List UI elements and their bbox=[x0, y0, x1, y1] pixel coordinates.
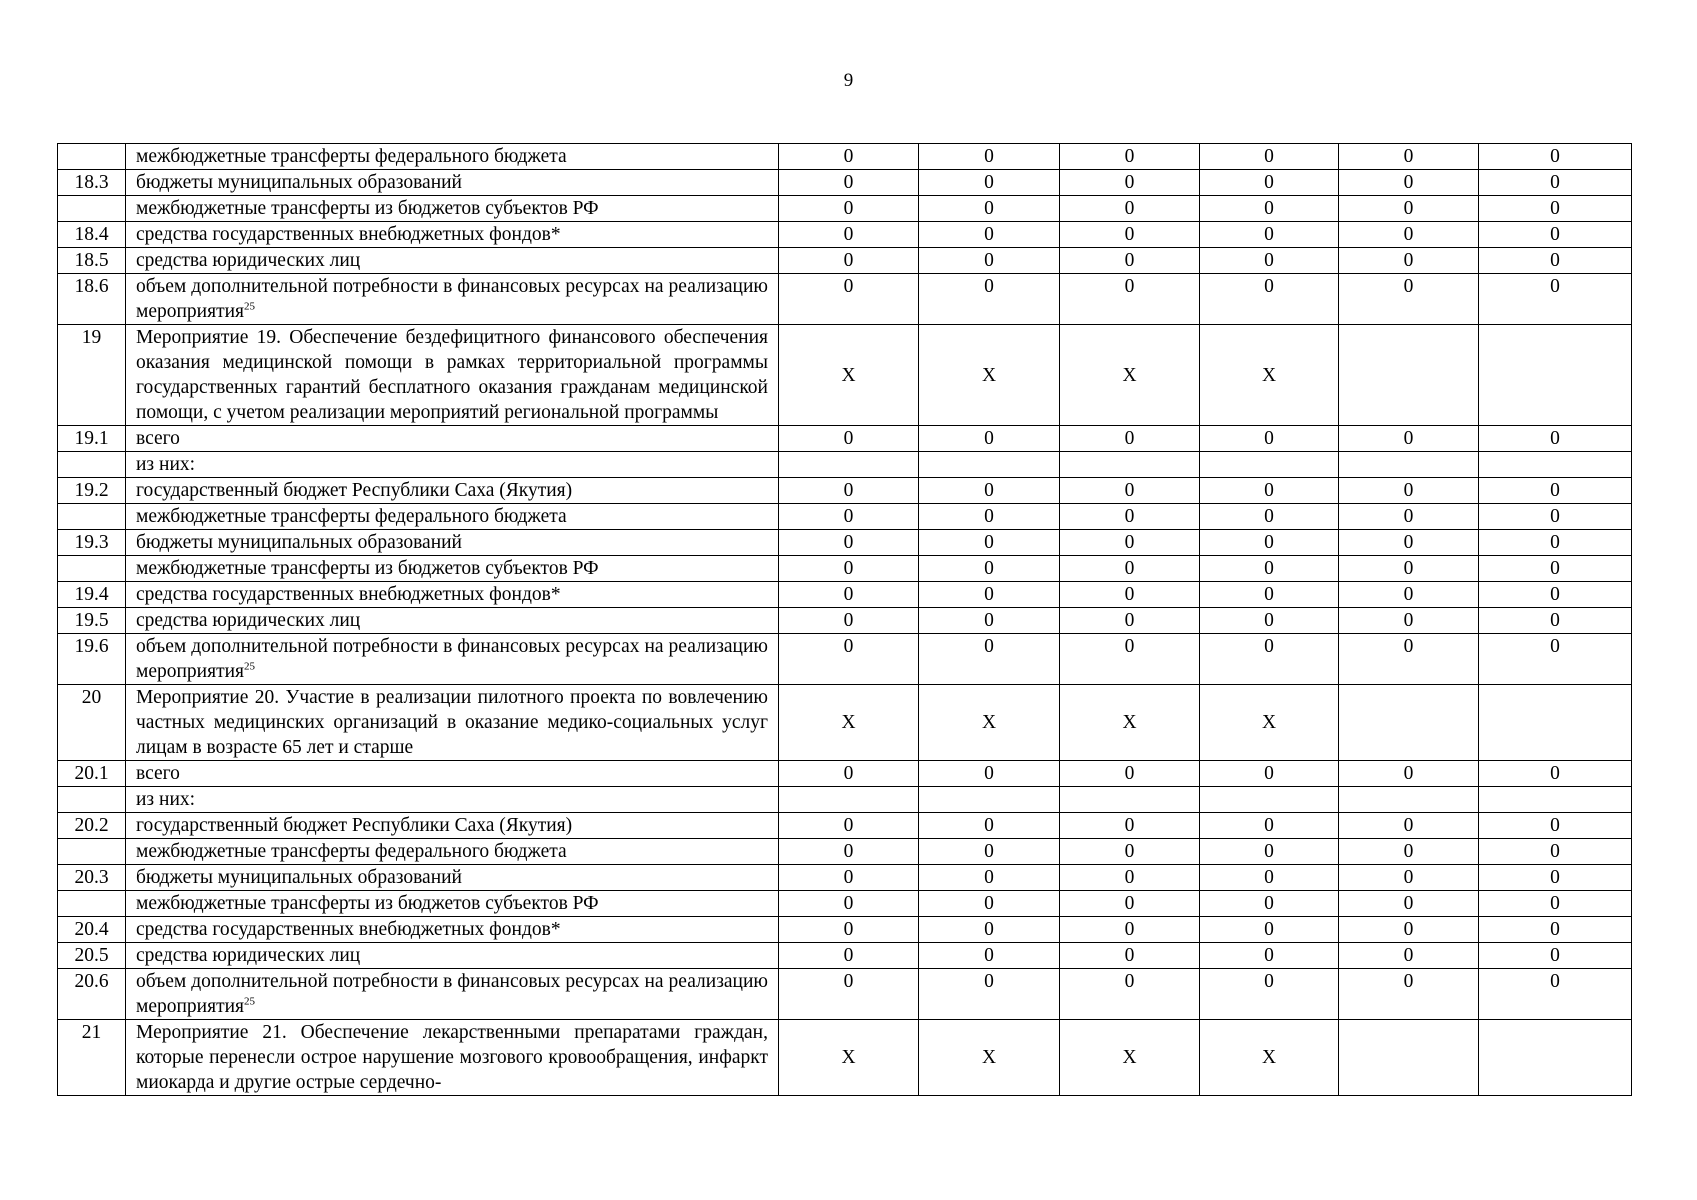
value-cell: 0 bbox=[919, 504, 1060, 530]
value-cell: 0 bbox=[1339, 839, 1479, 865]
value-cell: 0 bbox=[1479, 969, 1632, 1020]
row-number bbox=[58, 452, 126, 478]
value-cell: 0 bbox=[1479, 761, 1632, 787]
value-cell: 0 bbox=[1479, 943, 1632, 969]
event-row bbox=[58, 685, 1632, 761]
value-cell: 0 bbox=[1200, 891, 1339, 917]
value-cell: 0 bbox=[1479, 556, 1632, 582]
row-name-cell bbox=[126, 969, 779, 1020]
row-name-cell bbox=[126, 222, 779, 248]
row-name-cell bbox=[126, 865, 779, 891]
value-cell: 0 bbox=[919, 196, 1060, 222]
value-cell bbox=[1200, 787, 1339, 813]
row-number: 20.6 bbox=[58, 969, 126, 1020]
value-cell: 0 bbox=[1339, 144, 1479, 170]
table-row bbox=[58, 813, 1632, 839]
value-cell: 0 bbox=[1339, 634, 1479, 685]
value-cell: 0 bbox=[1200, 917, 1339, 943]
value-cell bbox=[779, 452, 919, 478]
value-cell: Х bbox=[919, 685, 1060, 761]
value-cell: 0 bbox=[1200, 608, 1339, 634]
row-name-cell bbox=[126, 1020, 779, 1096]
table-row bbox=[58, 634, 1632, 685]
row-name: бюджеты муниципальных образований bbox=[136, 532, 462, 553]
table-row bbox=[58, 917, 1632, 943]
value-cell: Х bbox=[919, 325, 1060, 426]
value-cell: 0 bbox=[1339, 248, 1479, 274]
row-name-cell bbox=[126, 530, 779, 556]
value-cell: 0 bbox=[1479, 530, 1632, 556]
row-number bbox=[58, 891, 126, 917]
value-cell: 0 bbox=[1060, 144, 1200, 170]
row-name-cell bbox=[126, 813, 779, 839]
row-name-cell bbox=[126, 170, 779, 196]
value-cell: 0 bbox=[779, 891, 919, 917]
value-cell: 0 bbox=[779, 917, 919, 943]
value-cell: Х bbox=[779, 685, 919, 761]
value-cell: 0 bbox=[1200, 556, 1339, 582]
value-cell: 0 bbox=[1200, 839, 1339, 865]
value-cell: 0 bbox=[1479, 248, 1632, 274]
value-cell bbox=[919, 452, 1060, 478]
value-cell: Х bbox=[1060, 685, 1200, 761]
row-number: 20.2 bbox=[58, 813, 126, 839]
value-cell: 0 bbox=[1060, 917, 1200, 943]
value-cell: 0 bbox=[1339, 917, 1479, 943]
value-cell: 0 bbox=[1060, 222, 1200, 248]
row-name: межбюджетные трансферты федерального бюджета bbox=[136, 506, 567, 527]
table-row bbox=[58, 969, 1632, 1020]
value-cell: 0 bbox=[1339, 170, 1479, 196]
value-cell bbox=[1479, 325, 1632, 426]
row-number: 20.5 bbox=[58, 943, 126, 969]
value-cell: 0 bbox=[919, 761, 1060, 787]
value-cell: 0 bbox=[1060, 170, 1200, 196]
value-cell: 0 bbox=[1200, 865, 1339, 891]
value-cell: 0 bbox=[919, 813, 1060, 839]
value-cell bbox=[1339, 1020, 1479, 1096]
table-row bbox=[58, 478, 1632, 504]
value-cell: 0 bbox=[779, 274, 919, 325]
value-cell: 0 bbox=[919, 144, 1060, 170]
row-name-cell bbox=[126, 504, 779, 530]
value-cell: 0 bbox=[1339, 222, 1479, 248]
value-cell: 0 bbox=[1479, 634, 1632, 685]
row-number: 19 bbox=[58, 325, 126, 426]
row-name: межбюджетные трансферты федерального бюджета bbox=[136, 146, 567, 167]
value-cell: 0 bbox=[919, 222, 1060, 248]
value-cell: 0 bbox=[1200, 582, 1339, 608]
value-cell: 0 bbox=[1339, 608, 1479, 634]
table-row bbox=[58, 787, 1632, 813]
table-body bbox=[58, 144, 1632, 1096]
value-cell: 0 bbox=[1060, 865, 1200, 891]
value-cell: 0 bbox=[779, 582, 919, 608]
value-cell: Х bbox=[779, 325, 919, 426]
row-name: из них: bbox=[136, 789, 196, 810]
value-cell: 0 bbox=[779, 556, 919, 582]
row-number: 19.2 bbox=[58, 478, 126, 504]
row-name: всего bbox=[136, 428, 180, 449]
value-cell: 0 bbox=[1479, 504, 1632, 530]
row-name: бюджеты муниципальных образований bbox=[136, 172, 462, 193]
row-number: 20.3 bbox=[58, 865, 126, 891]
value-cell: 0 bbox=[1060, 556, 1200, 582]
table-row bbox=[58, 144, 1632, 170]
row-name-cell bbox=[126, 452, 779, 478]
row-name-cell bbox=[126, 839, 779, 865]
value-cell: 0 bbox=[1479, 274, 1632, 325]
table-row bbox=[58, 761, 1632, 787]
value-cell: 0 bbox=[1339, 813, 1479, 839]
row-number bbox=[58, 556, 126, 582]
row-number: 19.3 bbox=[58, 530, 126, 556]
table-row bbox=[58, 426, 1632, 452]
row-name: средства государственных внебюджетных фондов* bbox=[136, 584, 561, 605]
table-row bbox=[58, 530, 1632, 556]
value-cell: 0 bbox=[919, 865, 1060, 891]
value-cell: 0 bbox=[779, 248, 919, 274]
value-cell: 0 bbox=[779, 504, 919, 530]
value-cell: 0 bbox=[779, 530, 919, 556]
footnote-mark: 25 bbox=[244, 660, 256, 673]
value-cell bbox=[1060, 452, 1200, 478]
value-cell bbox=[1479, 452, 1632, 478]
row-number: 18.5 bbox=[58, 248, 126, 274]
row-name-cell bbox=[126, 248, 779, 274]
row-name: из них: bbox=[136, 454, 196, 475]
footnote-mark: 25 bbox=[244, 300, 256, 313]
row-number: 18.3 bbox=[58, 170, 126, 196]
row-name-cell bbox=[126, 274, 779, 325]
row-number: 20.1 bbox=[58, 761, 126, 787]
value-cell: 0 bbox=[1060, 969, 1200, 1020]
value-cell: 0 bbox=[1200, 274, 1339, 325]
row-number: 19.6 bbox=[58, 634, 126, 685]
page-number: 9 bbox=[843, 70, 854, 91]
row-number: 18.6 bbox=[58, 274, 126, 325]
value-cell: 0 bbox=[1479, 839, 1632, 865]
row-name-cell bbox=[126, 582, 779, 608]
value-cell: 0 bbox=[1060, 274, 1200, 325]
row-number: 20.4 bbox=[58, 917, 126, 943]
value-cell: 0 bbox=[1200, 144, 1339, 170]
value-cell: 0 bbox=[919, 530, 1060, 556]
value-cell: 0 bbox=[919, 917, 1060, 943]
row-name-cell bbox=[126, 556, 779, 582]
value-cell: 0 bbox=[1339, 891, 1479, 917]
table-row bbox=[58, 274, 1632, 325]
value-cell: 0 bbox=[1339, 196, 1479, 222]
row-name-cell bbox=[126, 761, 779, 787]
value-cell: 0 bbox=[919, 891, 1060, 917]
table-row bbox=[58, 248, 1632, 274]
row-number bbox=[58, 144, 126, 170]
value-cell bbox=[1200, 452, 1339, 478]
value-cell: 0 bbox=[779, 222, 919, 248]
row-name: средства государственных внебюджетных фондов* bbox=[136, 224, 561, 245]
table-row bbox=[58, 943, 1632, 969]
value-cell: 0 bbox=[1479, 478, 1632, 504]
value-cell: 0 bbox=[1060, 943, 1200, 969]
value-cell: 0 bbox=[1339, 504, 1479, 530]
value-cell: 0 bbox=[1200, 426, 1339, 452]
value-cell: 0 bbox=[919, 556, 1060, 582]
value-cell: 0 bbox=[1479, 196, 1632, 222]
row-name-cell bbox=[126, 144, 779, 170]
value-cell: 0 bbox=[779, 839, 919, 865]
row-number bbox=[58, 504, 126, 530]
row-name: объем дополнительной потребности в финансовых ресурсах на реализацию мероприятия bbox=[136, 971, 768, 1017]
value-cell: Х bbox=[1200, 685, 1339, 761]
row-name: бюджеты муниципальных образований bbox=[136, 867, 462, 888]
value-cell: 0 bbox=[1200, 478, 1339, 504]
row-number: 19.4 bbox=[58, 582, 126, 608]
value-cell: 0 bbox=[919, 839, 1060, 865]
table-row bbox=[58, 222, 1632, 248]
value-cell: 0 bbox=[779, 196, 919, 222]
row-number: 20 bbox=[58, 685, 126, 761]
table-row bbox=[58, 556, 1632, 582]
value-cell: 0 bbox=[1479, 144, 1632, 170]
value-cell: 0 bbox=[919, 943, 1060, 969]
value-cell: Х bbox=[1060, 1020, 1200, 1096]
table-row bbox=[58, 839, 1632, 865]
table-row bbox=[58, 865, 1632, 891]
value-cell: 0 bbox=[1200, 170, 1339, 196]
value-cell: 0 bbox=[1200, 530, 1339, 556]
row-name-cell bbox=[126, 634, 779, 685]
row-name-cell bbox=[126, 478, 779, 504]
value-cell: Х bbox=[919, 1020, 1060, 1096]
value-cell: 0 bbox=[919, 248, 1060, 274]
row-name: средства юридических лиц bbox=[136, 610, 361, 631]
value-cell bbox=[1479, 1020, 1632, 1096]
row-name-cell bbox=[126, 608, 779, 634]
value-cell: 0 bbox=[1060, 761, 1200, 787]
value-cell bbox=[1339, 787, 1479, 813]
row-name: Мероприятие 20. Участие в реализации пилотного проекта по вовлечению частных медицинских организаций в оказание медико-социальных услуг лицам в возрасте 65 лет и старше bbox=[136, 687, 768, 758]
value-cell: 0 bbox=[779, 170, 919, 196]
value-cell: 0 bbox=[1060, 478, 1200, 504]
row-name: государственный бюджет Республики Саха (Якутия) bbox=[136, 815, 573, 836]
row-number bbox=[58, 787, 126, 813]
value-cell: 0 bbox=[1060, 839, 1200, 865]
value-cell: 0 bbox=[779, 634, 919, 685]
value-cell: 0 bbox=[1200, 813, 1339, 839]
row-name-cell bbox=[126, 426, 779, 452]
row-name: средства юридических лиц bbox=[136, 945, 361, 966]
value-cell: 0 bbox=[1200, 969, 1339, 1020]
value-cell: 0 bbox=[919, 274, 1060, 325]
value-cell: 0 bbox=[1060, 504, 1200, 530]
value-cell: 0 bbox=[779, 144, 919, 170]
row-name-cell bbox=[126, 325, 779, 426]
value-cell: 0 bbox=[1060, 891, 1200, 917]
value-cell: 0 bbox=[1339, 761, 1479, 787]
value-cell bbox=[1339, 325, 1479, 426]
value-cell: 0 bbox=[919, 426, 1060, 452]
table-row bbox=[58, 170, 1632, 196]
value-cell bbox=[1339, 452, 1479, 478]
value-cell: 0 bbox=[1479, 608, 1632, 634]
value-cell: 0 bbox=[1200, 222, 1339, 248]
value-cell: 0 bbox=[919, 170, 1060, 196]
row-name: межбюджетные трансферты из бюджетов субъектов РФ bbox=[136, 558, 599, 579]
value-cell: 0 bbox=[1060, 196, 1200, 222]
row-name-cell bbox=[126, 196, 779, 222]
value-cell: 0 bbox=[919, 478, 1060, 504]
table-row bbox=[58, 504, 1632, 530]
value-cell: 0 bbox=[919, 582, 1060, 608]
row-name: средства государственных внебюджетных фондов* bbox=[136, 919, 561, 940]
row-name: объем дополнительной потребности в финансовых ресурсах на реализацию мероприятия bbox=[136, 276, 768, 322]
row-number: 18.4 bbox=[58, 222, 126, 248]
table-row bbox=[58, 452, 1632, 478]
value-cell: 0 bbox=[1339, 274, 1479, 325]
value-cell: 0 bbox=[919, 608, 1060, 634]
row-name: межбюджетные трансферты федерального бюджета bbox=[136, 841, 567, 862]
value-cell: 0 bbox=[779, 426, 919, 452]
value-cell: 0 bbox=[1200, 943, 1339, 969]
table-row bbox=[58, 582, 1632, 608]
value-cell: 0 bbox=[1060, 530, 1200, 556]
value-cell: 0 bbox=[1200, 634, 1339, 685]
value-cell: 0 bbox=[779, 813, 919, 839]
value-cell: 0 bbox=[1479, 865, 1632, 891]
value-cell: 0 bbox=[919, 634, 1060, 685]
value-cell: Х bbox=[1060, 325, 1200, 426]
row-name: объем дополнительной потребности в финансовых ресурсах на реализацию мероприятия bbox=[136, 636, 768, 682]
value-cell: 0 bbox=[1060, 582, 1200, 608]
value-cell: 0 bbox=[1339, 582, 1479, 608]
row-name: средства юридических лиц bbox=[136, 250, 361, 271]
value-cell: 0 bbox=[1479, 917, 1632, 943]
value-cell bbox=[779, 787, 919, 813]
value-cell: Х bbox=[1200, 325, 1339, 426]
row-number bbox=[58, 839, 126, 865]
row-name-cell bbox=[126, 891, 779, 917]
row-name: государственный бюджет Республики Саха (Якутия) bbox=[136, 480, 573, 501]
row-number: 19.5 bbox=[58, 608, 126, 634]
value-cell: 0 bbox=[779, 865, 919, 891]
value-cell: 0 bbox=[1339, 943, 1479, 969]
value-cell bbox=[1060, 787, 1200, 813]
row-name-cell bbox=[126, 917, 779, 943]
value-cell: 0 bbox=[1339, 478, 1479, 504]
row-name: межбюджетные трансферты из бюджетов субъектов РФ bbox=[136, 893, 599, 914]
event-row bbox=[58, 1020, 1632, 1096]
value-cell bbox=[1479, 685, 1632, 761]
row-name: межбюджетные трансферты из бюджетов субъектов РФ bbox=[136, 198, 599, 219]
value-cell: 0 bbox=[1200, 248, 1339, 274]
row-name: Мероприятие 19. Обеспечение бездефицитного финансового обеспечения оказания медицинской помощи в рамках территориальной программы государственных гарантий бесплатного оказания гражданам медицинской помощи, с учетом реализации мероприятий региональной программы bbox=[136, 327, 768, 423]
value-cell: 0 bbox=[1060, 813, 1200, 839]
row-number: 21 bbox=[58, 1020, 126, 1096]
event-row bbox=[58, 325, 1632, 426]
value-cell: 0 bbox=[1479, 891, 1632, 917]
value-cell: 0 bbox=[1060, 426, 1200, 452]
value-cell: 0 bbox=[1339, 556, 1479, 582]
value-cell: 0 bbox=[1060, 608, 1200, 634]
value-cell: 0 bbox=[1200, 504, 1339, 530]
value-cell: 0 bbox=[779, 761, 919, 787]
value-cell: 0 bbox=[1479, 222, 1632, 248]
value-cell: 0 bbox=[1479, 426, 1632, 452]
value-cell: 0 bbox=[779, 478, 919, 504]
row-name-cell bbox=[126, 685, 779, 761]
table-row bbox=[58, 891, 1632, 917]
table-row bbox=[58, 608, 1632, 634]
row-number: 19.1 bbox=[58, 426, 126, 452]
value-cell: 0 bbox=[779, 608, 919, 634]
row-number bbox=[58, 196, 126, 222]
row-name-cell bbox=[126, 787, 779, 813]
value-cell: 0 bbox=[919, 969, 1060, 1020]
table-row bbox=[58, 196, 1632, 222]
value-cell bbox=[919, 787, 1060, 813]
value-cell: 0 bbox=[1479, 813, 1632, 839]
row-name: всего bbox=[136, 763, 180, 784]
value-cell: 0 bbox=[1339, 426, 1479, 452]
value-cell: 0 bbox=[779, 943, 919, 969]
row-name-cell bbox=[126, 943, 779, 969]
value-cell: 0 bbox=[1060, 248, 1200, 274]
financing-table bbox=[57, 143, 1632, 1096]
value-cell bbox=[1339, 685, 1479, 761]
value-cell: 0 bbox=[779, 969, 919, 1020]
value-cell bbox=[1479, 787, 1632, 813]
value-cell: 0 bbox=[1200, 196, 1339, 222]
value-cell: 0 bbox=[1060, 634, 1200, 685]
value-cell: 0 bbox=[1339, 865, 1479, 891]
value-cell: 0 bbox=[1339, 969, 1479, 1020]
row-name: Мероприятие 21. Обеспечение лекарственными препаратами граждан, которые перенесли острое нарушение мозгового кровообращения, инфаркт миокарда и другие острые сердечно- bbox=[136, 1022, 768, 1093]
value-cell: Х bbox=[779, 1020, 919, 1096]
value-cell: 0 bbox=[1339, 530, 1479, 556]
value-cell: Х bbox=[1200, 1020, 1339, 1096]
value-cell: 0 bbox=[1479, 170, 1632, 196]
value-cell: 0 bbox=[1200, 761, 1339, 787]
value-cell: 0 bbox=[1479, 582, 1632, 608]
footnote-mark: 25 bbox=[244, 995, 256, 1008]
